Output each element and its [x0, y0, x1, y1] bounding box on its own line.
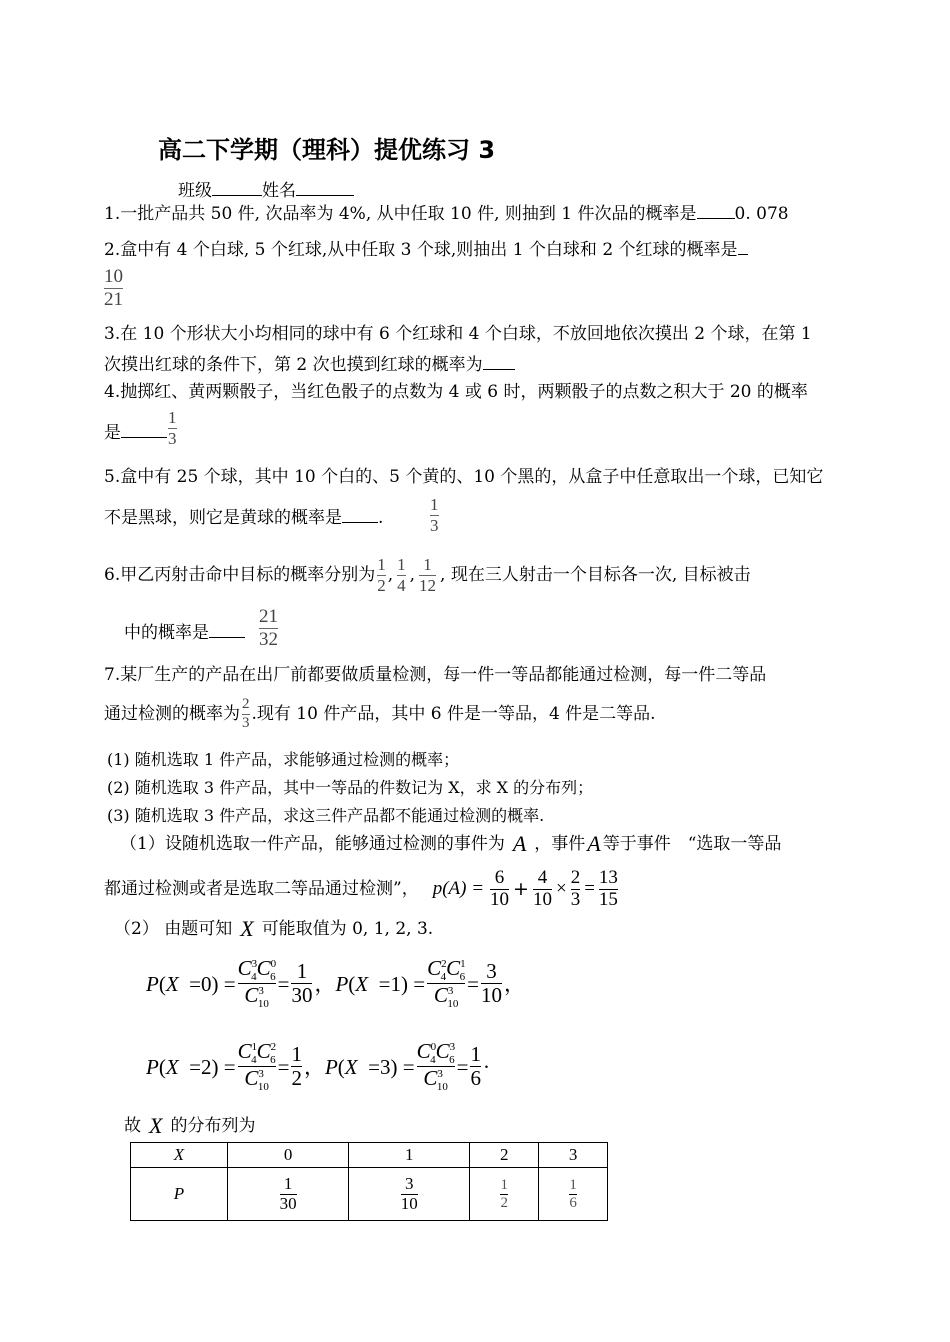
table-cell [470, 1168, 539, 1221]
f-num: 13 [598, 866, 618, 888]
var-x: X [240, 916, 254, 941]
sol1-text-d: 都通过检测或者是选取二等品通过检测”， [104, 879, 419, 899]
q6-f1-den: 2 [377, 575, 386, 595]
q1-text: 1.一批产品共 50 件, 次品率为 4%, 从中任取 10 件, 则抽到 1 件次品的概率是 [104, 204, 697, 224]
class-label: 班级 [178, 181, 212, 201]
table-header-cell: 2 [470, 1143, 539, 1168]
table-header-cell: 3 [539, 1143, 608, 1168]
table-header-cell: 0 [228, 1143, 349, 1168]
sol1-frac-13-15 [599, 868, 618, 911]
prob-den: 10 [400, 1193, 418, 1213]
question-7-part-2: (2) 随机选取 3 件产品，其中一等品的件数记为 X，求 X 的分布列； [107, 778, 594, 797]
f-den: 15 [598, 888, 618, 910]
question-6-line-1 [104, 551, 751, 599]
var-x-2: X [149, 1113, 163, 1138]
sol3-text-a: 故 [124, 1116, 141, 1136]
name-label: 姓名 [262, 181, 296, 201]
question-7-part-1: (1) 随机选取 1 件产品，求能够通过检测的概率； [107, 750, 460, 769]
q5-text: 不是黑球，则它是黄球的概率是 [104, 508, 342, 528]
q7-text-b: .现有 10 件产品，其中 6 件是一等品，4 件是二等品. [251, 704, 656, 724]
sol1-plus: + [513, 878, 529, 900]
sol2-text-b: 可能取值为 0, 1, 2, 3. [261, 919, 434, 939]
q6-ans-num: 21 [259, 606, 278, 627]
sol1-formula [433, 868, 620, 911]
q6-fraction-1 [377, 555, 386, 595]
table-cell [539, 1168, 608, 1221]
q3-text: 次摸出红球的条件下，第 2 次也摸到红球的概率为 [104, 355, 483, 375]
question-5-line-1: 5.盒中有 25 个球，其中 10 个白的、5 个黄的、10 个黑的，从盒子中任意取出一个球，已知它 [104, 467, 824, 487]
q7-f-num: 2 [242, 696, 250, 713]
question-3-line-2 [104, 353, 515, 376]
solution-1-line-1 [120, 829, 781, 859]
question-4-line-2 [104, 421, 167, 444]
q7-f-den: 3 [242, 714, 250, 731]
q1-answer: 0. 078 [734, 204, 789, 224]
sol1-frac-2-3 [571, 868, 581, 911]
table-header-cell [131, 1143, 228, 1168]
table-row-label [131, 1168, 228, 1221]
sol1-times: × [555, 878, 567, 899]
q7-fraction [242, 696, 250, 732]
q2-answer-fraction [104, 266, 123, 311]
sol1-text-b: ，事件 [534, 834, 586, 854]
f-num: 6 [494, 866, 505, 888]
table-header-row [131, 1143, 608, 1168]
sol1-equals: = [584, 878, 595, 899]
sol1-text-c: 等于事件 “选取一等品 [602, 834, 782, 854]
question-7-line-1: 7.某厂生产的产品在出厂前都要做质量检测，每一件一等品都能通过检测，每一件二等品 [104, 665, 767, 685]
q6-f3-num: 1 [423, 554, 432, 574]
q6-comma-2: , [409, 565, 416, 585]
q6-blank[interactable] [209, 621, 245, 638]
solution-3-line [124, 1111, 255, 1141]
f-num: 4 [537, 866, 548, 888]
sol1-lhs: p(A) = [432, 878, 485, 899]
sol1-frac-4-10 [533, 868, 552, 911]
q6-ans-den: 32 [259, 628, 278, 650]
sol1-frac-6-10 [490, 868, 509, 911]
q2-ans-den: 21 [104, 288, 123, 310]
q5-ans-num: 1 [430, 495, 439, 514]
name-blank[interactable] [296, 179, 354, 196]
q2-blank[interactable] [738, 238, 748, 255]
sol2-text-a: （2） 由题可知 [114, 919, 233, 939]
table-cell [228, 1168, 349, 1221]
f-num: 2 [570, 866, 581, 888]
prob-num: 3 [404, 1173, 414, 1193]
prob-num: 1 [569, 1177, 577, 1193]
table-header-cell: 1 [349, 1143, 470, 1168]
q4-blank[interactable] [121, 421, 167, 438]
q2-ans-num: 10 [104, 266, 123, 287]
prob-num: 1 [283, 1173, 293, 1193]
q4-ans-num: 1 [168, 408, 177, 427]
q5-answer-fraction [430, 495, 439, 535]
prob-num: 1 [500, 1177, 508, 1193]
q2-text: 2.盒中有 4 个白球, 5 个红球,从中任取 3 个球,则抽出 1 个白球和 2 个红球的概率是 [104, 240, 738, 260]
q6-f3-den: 12 [419, 575, 437, 595]
question-6-line-2 [124, 621, 245, 644]
sol3-text-b: 的分布列为 [170, 1116, 256, 1136]
q6-text-b: , 现在三人射击一个目标各一次, 目标被击 [440, 565, 751, 585]
question-5-line-2 [104, 506, 383, 529]
q6-fraction-2 [397, 555, 406, 595]
f-den: 10 [490, 888, 510, 910]
question-4-line-1: 4.抛掷红、黄两颗骰子，当红色骰子的点数为 4 或 6 时，两颗骰子的点数之积大于 20 的概率 [104, 382, 808, 402]
var-a-2: A [587, 831, 601, 856]
q4-answer-fraction [168, 408, 177, 448]
question-1 [104, 202, 789, 225]
q4-ans-den: 3 [168, 428, 177, 448]
prob-den: 30 [279, 1193, 297, 1213]
header-line [178, 179, 354, 202]
q6-comma-1: , [387, 565, 394, 585]
q7-text-a: 通过检测的概率为 [104, 704, 240, 724]
q3-blank[interactable] [483, 353, 515, 370]
prob-den: 2 [500, 1194, 508, 1211]
class-blank[interactable] [212, 179, 262, 196]
q6-answer-fraction [259, 606, 278, 651]
q5-blank[interactable] [342, 506, 378, 523]
label-p: P [173, 1184, 185, 1203]
q4-text: 是 [104, 423, 121, 443]
q6-f2-den: 4 [397, 575, 406, 595]
question-2 [104, 238, 748, 261]
page-title: 高二下学期（理科）提优练习 3 [158, 136, 496, 164]
question-3-line-1: 3.在 10 个形状大小均相同的球中有 6 个红球和 4 个白球，不放回地依次摸出 2 个球，在第 1 [104, 324, 812, 344]
q6-f1-num: 1 [377, 554, 386, 574]
f-den: 10 [532, 888, 552, 910]
question-7-part-3: (3) 随机选取 3 件产品，求这三件产品都不能通过检测的概率. [107, 806, 545, 825]
f-den: 3 [570, 888, 581, 910]
q6-fraction-3 [419, 555, 436, 595]
header-x: X [173, 1145, 185, 1164]
prob-den: 6 [569, 1194, 577, 1211]
q5-dot: . [378, 508, 384, 528]
question-7-line-2 [104, 692, 656, 736]
q1-blank[interactable] [697, 202, 735, 219]
q6-text-2: 中的概率是 [124, 623, 209, 643]
table-row [131, 1168, 608, 1221]
q6-f2-num: 1 [397, 554, 406, 574]
solution-2-line [114, 914, 433, 944]
q5-ans-den: 3 [430, 515, 439, 535]
prob-formula-row-1: P(X =0) = $\frac{C^3_4C^0_6}{C^3_{10}}$ = $\frac{1}{30}$ ，P(X =1) = $\frac{C^2_4C^1_6}{C^3_{10}}$ = $\frac{3}{10}$ ， [146, 956, 525, 1011]
table-cell [349, 1168, 470, 1221]
sol1-text-a: （1）设随机选取一件产品，能够通过检测的事件为 [120, 834, 505, 854]
prob-formula-row-2: P(X =2) = $\frac{C^1_4C^2_6}{C^3_{10}}$ = $\frac{1}{2}$ ，P(X =3) = $\frac{C^0_4C^3_6}{C^3_{10}}$ = $\frac{1}{6}$ · [146, 1039, 490, 1094]
var-a: A [512, 831, 527, 856]
distribution-table [130, 1142, 608, 1221]
solution-1-line-2 [104, 863, 620, 915]
q6-text-a: 6.甲乙丙射击命中目标的概率分别为 [104, 565, 376, 585]
